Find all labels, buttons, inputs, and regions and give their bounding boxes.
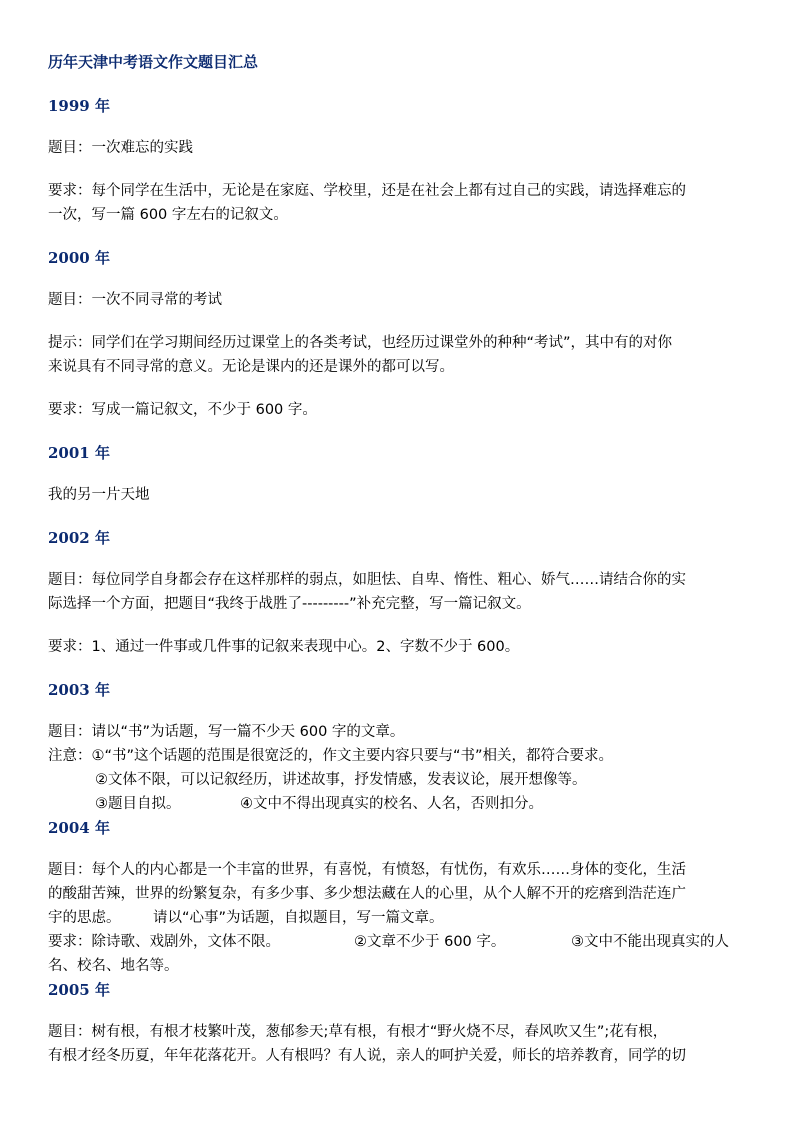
year-heading-2001: 2001 年 xyxy=(48,444,110,462)
requirement-1999-line-2: 一次，写一篇 600 字左右的记叙文。 xyxy=(48,207,288,223)
requirement-2004-line-2: 名、校名、地名等。 xyxy=(48,958,179,974)
requirement-2004-a: 要求：除诗歌、戏剧外，文体不限。 xyxy=(48,934,280,950)
note-2003-line-3a: ③题目自拟。 xyxy=(95,796,181,812)
topic-2000: 题目：一次不同寻常的考试 xyxy=(48,292,222,308)
topic-2004-line-3a: 宇的思虑。 xyxy=(48,910,121,926)
year-heading-1999: 1999 年 xyxy=(48,97,110,115)
year-heading-2004: 2004 年 xyxy=(48,819,110,837)
requirement-1999-line-1: 要求：每个同学在生活中，无论是在家庭、学校里，还是在社会上都有过自己的实践，请选择难忘的 xyxy=(48,183,686,199)
note-2003-line-2: ②文体不限，可以记叙经历，讲述故事，抒发情感，发表议论，展开想像等。 xyxy=(95,772,587,788)
hint-2000-line-1: 提示：同学们在学习期间经历过课堂上的各类考试，也经历过课堂外的种种“考试”，其中有的对你 xyxy=(48,335,673,351)
topic-2002-line-1: 题目：每位同学自身都会存在这样那样的弱点，如胆怯、自卑、惰性、粗心、娇气……请结合你的实 xyxy=(48,572,686,588)
requirement-2004-b: ②文章不少于 600 字。 xyxy=(354,934,506,950)
topic-2002-line-2: 际选择一个方面，把题目“我终于战胜了---------”补充完整，写一篇记叙文。 xyxy=(48,596,531,612)
requirement-2002: 要求：1、通过一件事或几件事的记叙来表现中心。2、字数不少于 600。 xyxy=(48,639,520,655)
year-heading-2000: 2000 年 xyxy=(48,249,110,267)
topic-2004-line-3b: 请以“心事”为话题，自拟题目，写一篇文章。 xyxy=(153,910,444,926)
topic-1999: 题目：一次难忘的实践 xyxy=(48,140,193,156)
topic-2004-line-1: 题目：每个人的内心都是一个丰富的世界，有喜悦，有愤怒，有忧伤，有欢乐……身体的变化，生活 xyxy=(48,862,686,878)
year-heading-2002: 2002 年 xyxy=(48,529,110,547)
topic-2001: 我的另一片天地 xyxy=(48,487,150,503)
year-heading-2003: 2003 年 xyxy=(48,681,110,699)
requirement-2004-c: ③文中不能出现真实的人 xyxy=(571,934,729,950)
document-title: 历年天津中考语文作文题目汇总 xyxy=(48,53,259,71)
topic-2004-line-2: 的酸甜苦辣，世界的纷繁复杂，有多少事、多少想法藏在人的心里，从个人解不开的疙瘩到浩茫连广 xyxy=(48,886,686,902)
requirement-2000: 要求：写成一篇记叙文，不少于 600 字。 xyxy=(48,402,317,418)
topic-2003: 题目：请以“书”为话题，写一篇不少天 600 字的文章。 xyxy=(48,724,405,740)
note-2003-line-1: 注意：①“书”这个话题的范围是很宽泛的，作文主要内容只要与“书”相关，都符合要求。 xyxy=(48,748,614,764)
note-2003-line-3b: ④文中不得出现真实的校名、人名，否则扣分。 xyxy=(240,796,543,812)
topic-2005-line-1: 题目：树有根，有根才枝繁叶茂，葱郁参天;草有根，有根才“野火烧不尽，春风吹又生”;花有根， xyxy=(48,1024,668,1040)
year-heading-2005: 2005 年 xyxy=(48,981,110,999)
topic-2005-line-2: 有根才经冬历夏，年年花落花开。人有根吗？有人说，亲人的呵护关爱，师长的培养教育，同学的切 xyxy=(48,1048,686,1064)
hint-2000-line-2: 来说具有不同寻常的意义。无论是课内的还是课外的都可以写。 xyxy=(48,359,454,375)
